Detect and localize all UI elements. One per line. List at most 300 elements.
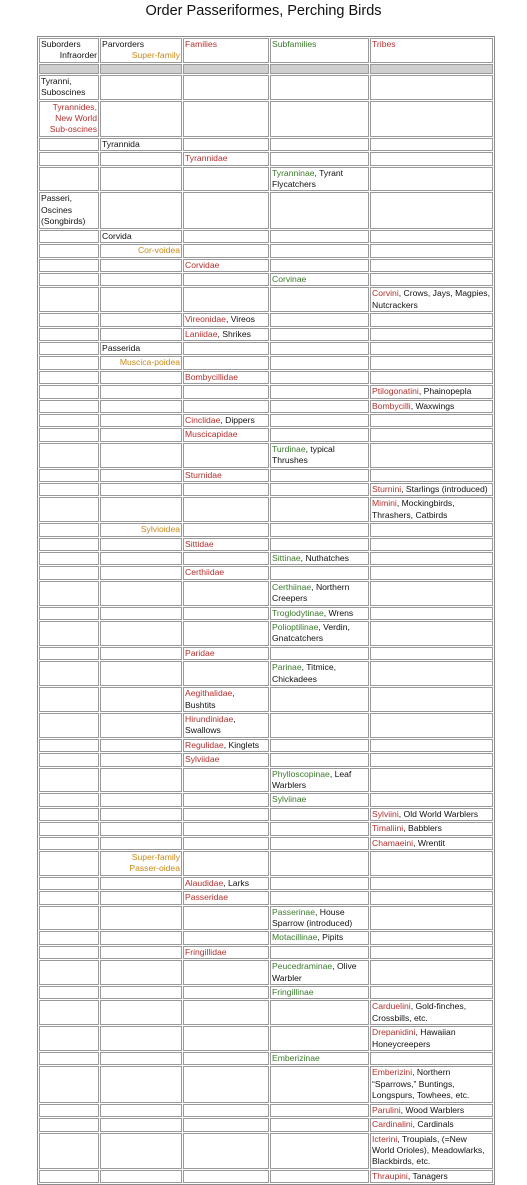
table-row xyxy=(39,342,493,355)
table-cell xyxy=(39,1026,99,1051)
table-cell: Corvida xyxy=(100,230,182,243)
table-cell xyxy=(370,931,493,944)
table-cell xyxy=(100,1000,182,1025)
common-name: , Wrens xyxy=(323,607,354,618)
table-cell xyxy=(270,931,369,944)
table-cell: Tyranni, Suboscines xyxy=(39,75,99,100)
taxon-name: Vireonidae xyxy=(185,314,226,325)
table-cell xyxy=(270,877,369,890)
taxon-name: Tyrannidae xyxy=(185,153,228,164)
taxon-name: Ptilogonatini xyxy=(372,386,419,397)
table-cell xyxy=(370,192,493,228)
table-row xyxy=(39,443,493,468)
table-cell xyxy=(39,287,99,312)
header-suborders-label: Suborders xyxy=(41,39,81,49)
table-cell xyxy=(370,739,493,752)
table-cell xyxy=(183,1118,269,1131)
table-cell xyxy=(370,538,493,551)
table-cell xyxy=(270,661,369,686)
table-cell xyxy=(183,138,269,151)
table-cell xyxy=(270,566,369,579)
table-cell xyxy=(100,931,182,944)
common-name: , Nuthatches xyxy=(300,553,349,564)
common-name: , House Sparrow (introduced) xyxy=(272,906,353,928)
table-row xyxy=(39,1118,493,1131)
page-title: Order Passeriformes, Perching Birds xyxy=(145,3,382,19)
table-row xyxy=(39,273,493,286)
table-row xyxy=(39,313,493,326)
table-cell xyxy=(270,385,369,398)
table-cell xyxy=(270,152,369,165)
table-cell: Tyrannida xyxy=(100,138,182,151)
table-cell xyxy=(183,428,269,441)
table-cell xyxy=(100,661,182,686)
table-cell xyxy=(39,273,99,286)
taxon-name: Alaudidae xyxy=(185,877,224,888)
table-cell xyxy=(39,891,99,904)
table-cell xyxy=(370,244,493,257)
table-cell xyxy=(183,1026,269,1051)
table-cell xyxy=(370,793,493,806)
table-cell xyxy=(270,101,369,137)
table-cell xyxy=(270,822,369,835)
table-cell xyxy=(39,538,99,551)
table-cell xyxy=(183,739,269,752)
table-cell xyxy=(270,647,369,660)
table-row xyxy=(39,647,493,660)
table-cell xyxy=(100,75,182,100)
table-cell xyxy=(370,101,493,137)
table-cell xyxy=(100,566,182,579)
table-row xyxy=(39,356,493,369)
table-cell xyxy=(370,523,493,536)
table-cell xyxy=(100,713,182,738)
table-cell xyxy=(370,443,493,468)
table-cell xyxy=(100,946,182,959)
table-cell xyxy=(270,753,369,766)
taxon-name: Drepanidini xyxy=(372,1027,416,1038)
common-name: , Gold-finches, Crossbills, etc. xyxy=(372,1001,467,1023)
common-name: , Babblers xyxy=(403,823,442,834)
table-cell: Super-family Passer-oidea xyxy=(100,851,182,876)
taxon-name: Passerinae xyxy=(272,906,315,917)
table-cell xyxy=(183,713,269,738)
taxon-name: Peucedraminae xyxy=(272,961,333,972)
table-cell: Sylvioidea xyxy=(100,523,182,536)
table-cell xyxy=(100,287,182,312)
taxon-name: Cardinalini xyxy=(372,1119,413,1130)
table-cell xyxy=(270,273,369,286)
table-cell xyxy=(370,687,493,712)
table-cell xyxy=(183,661,269,686)
table-cell xyxy=(183,960,269,985)
table-cell xyxy=(270,64,369,74)
taxon-name: Sittinae xyxy=(272,553,301,564)
table-cell xyxy=(370,64,493,74)
table-cell xyxy=(100,167,182,192)
table-cell xyxy=(370,647,493,660)
table-cell xyxy=(370,713,493,738)
table-cell xyxy=(183,287,269,312)
table-row xyxy=(39,138,493,151)
table-cell xyxy=(270,371,369,384)
table-cell xyxy=(370,1000,493,1025)
taxon-name: Sylviidae xyxy=(185,754,220,765)
table-cell xyxy=(39,552,99,565)
table-row xyxy=(39,328,493,341)
table-cell xyxy=(370,287,493,312)
table-cell xyxy=(39,523,99,536)
table-cell xyxy=(370,469,493,482)
table-cell xyxy=(39,1133,99,1169)
table-cell xyxy=(270,414,369,427)
table-cell xyxy=(370,1170,493,1183)
table-cell xyxy=(100,837,182,850)
table-cell xyxy=(100,552,182,565)
table-cell xyxy=(370,75,493,100)
taxon-name: Troglodytinae xyxy=(272,607,324,618)
table-cell xyxy=(100,371,182,384)
table-cell xyxy=(100,906,182,931)
table-cell xyxy=(270,1133,369,1169)
table-row xyxy=(39,1170,493,1183)
common-name: , Starlings (introduced) xyxy=(401,484,488,494)
table-row xyxy=(39,1026,493,1051)
header-subfamilies: Subfamilies xyxy=(270,38,369,63)
table-row xyxy=(39,230,493,243)
table-cell xyxy=(100,64,182,74)
table-cell xyxy=(100,101,182,137)
table-cell xyxy=(39,960,99,985)
taxon-name: Fringillinae xyxy=(272,987,314,998)
table-row xyxy=(39,581,493,606)
table-row xyxy=(39,1000,493,1025)
table-cell xyxy=(39,1170,99,1183)
common-name: , Cardinals xyxy=(412,1119,454,1130)
table-cell xyxy=(183,244,269,257)
table-cell xyxy=(39,661,99,686)
table-cell xyxy=(100,538,182,551)
common-name: , Titmice, Chickadees xyxy=(272,662,337,684)
table-cell xyxy=(370,607,493,620)
table-cell xyxy=(270,1026,369,1051)
table-cell xyxy=(183,538,269,551)
taxon-name: Timaliini xyxy=(372,823,404,834)
table-row xyxy=(39,793,493,806)
taxon-name: Certhiidae xyxy=(185,567,225,578)
taxon-name: Muscicapidae xyxy=(185,429,238,440)
table-cell xyxy=(183,877,269,890)
table-cell xyxy=(183,400,269,413)
table-cell xyxy=(270,581,369,606)
table-cell xyxy=(100,1066,182,1102)
common-name: , Troupials, (=New World Orioles), Meadowlarks, Blackbirds, etc. xyxy=(372,1133,485,1167)
table-cell xyxy=(370,273,493,286)
table-cell: Passerida xyxy=(100,342,182,355)
table-cell xyxy=(270,356,369,369)
taxon-name: Aegithalidae xyxy=(185,688,233,699)
table-cell xyxy=(270,497,369,522)
table-cell xyxy=(370,313,493,326)
table-cell xyxy=(183,371,269,384)
taxon-name: Bombycillidae xyxy=(185,371,239,382)
taxon-name: Fringillidae xyxy=(185,946,227,957)
taxon-name: Polioptilinae xyxy=(272,622,319,633)
table-row xyxy=(39,837,493,850)
table-cell xyxy=(270,1118,369,1131)
table-cell xyxy=(100,739,182,752)
table-cell xyxy=(39,1118,99,1131)
table-cell xyxy=(100,469,182,482)
table-row xyxy=(39,400,493,413)
table-cell xyxy=(183,230,269,243)
table-cell xyxy=(183,167,269,192)
table-cell xyxy=(100,1104,182,1117)
table-row xyxy=(39,469,493,482)
table-cell xyxy=(39,566,99,579)
table-cell xyxy=(270,259,369,272)
table-cell xyxy=(370,552,493,565)
table-cell xyxy=(100,483,182,496)
table-row xyxy=(39,808,493,821)
table-cell xyxy=(183,906,269,931)
taxon-name: Emberizinae xyxy=(272,1053,320,1064)
table-cell xyxy=(370,414,493,427)
table-cell xyxy=(39,138,99,151)
table-cell xyxy=(39,356,99,369)
header-families: Families xyxy=(183,38,269,63)
table-cell xyxy=(270,1052,369,1065)
table-cell xyxy=(183,497,269,522)
table-cell xyxy=(100,753,182,766)
table-cell xyxy=(270,244,369,257)
table-cell xyxy=(183,342,269,355)
table-cell xyxy=(100,443,182,468)
table-cell xyxy=(370,385,493,398)
table-cell xyxy=(100,328,182,341)
table-cell xyxy=(100,414,182,427)
taxon-name: Sittidae xyxy=(185,538,214,549)
table-cell xyxy=(270,75,369,100)
table-row xyxy=(39,1066,493,1102)
table-cell xyxy=(100,1133,182,1169)
common-name: , Swallows xyxy=(185,713,236,736)
table-cell xyxy=(100,621,182,646)
table-cell xyxy=(39,768,99,793)
table-cell xyxy=(370,986,493,999)
taxon-name: Corvinae xyxy=(272,273,307,284)
table-row xyxy=(39,739,493,752)
table-cell xyxy=(39,167,99,192)
taxon-name: Sturnini xyxy=(372,484,402,494)
table-cell xyxy=(270,739,369,752)
table-cell xyxy=(270,946,369,959)
taxon-name: Sturnidae xyxy=(185,469,222,480)
table-cell xyxy=(270,313,369,326)
table-cell xyxy=(370,1066,493,1102)
table-cell xyxy=(370,167,493,192)
table-cell xyxy=(270,687,369,712)
table-cell xyxy=(183,753,269,766)
table-cell xyxy=(39,986,99,999)
table-cell xyxy=(100,192,182,228)
table-cell xyxy=(270,891,369,904)
table-cell xyxy=(183,1133,269,1169)
table-row xyxy=(39,385,493,398)
table-row xyxy=(39,75,493,100)
common-name: , Olive Warbler xyxy=(272,961,357,983)
common-name: , Old World Warblers xyxy=(398,808,479,819)
table-cell xyxy=(183,64,269,74)
table-cell xyxy=(100,428,182,441)
table-cell xyxy=(39,1066,99,1102)
table-cell xyxy=(183,986,269,999)
table-cell xyxy=(100,273,182,286)
header-suborders xyxy=(39,38,99,63)
table-cell xyxy=(270,851,369,876)
table-row xyxy=(39,1133,493,1169)
table-row xyxy=(39,1104,493,1117)
table-row xyxy=(39,552,493,565)
table-cell xyxy=(183,273,269,286)
table-cell xyxy=(183,443,269,468)
common-name: , Shrikes xyxy=(217,328,251,339)
table-cell xyxy=(39,152,99,165)
table-cell xyxy=(183,101,269,137)
table-cell xyxy=(100,581,182,606)
table-cell xyxy=(370,661,493,686)
table-cell xyxy=(100,891,182,904)
table-cell xyxy=(270,960,369,985)
taxon-name: Tyranninae xyxy=(272,167,315,178)
table-row xyxy=(39,960,493,985)
table-cell xyxy=(183,152,269,165)
table-cell xyxy=(183,647,269,660)
table-cell xyxy=(39,385,99,398)
table-cell xyxy=(270,621,369,646)
taxon-name: Cinclidae xyxy=(185,414,221,425)
taxon-name: Sylviini xyxy=(372,808,399,819)
table-row xyxy=(39,607,493,620)
header-parvorders xyxy=(100,38,182,63)
table-cell xyxy=(100,1052,182,1065)
taxon-name: Emberizini xyxy=(372,1067,413,1078)
table-cell xyxy=(270,837,369,850)
table-cell xyxy=(270,768,369,793)
header-infraorder-label: Infraorder xyxy=(59,50,97,61)
table-cell xyxy=(270,342,369,355)
table-cell xyxy=(270,400,369,413)
table-cell xyxy=(39,414,99,427)
table-row xyxy=(39,167,493,192)
table-cell xyxy=(39,739,99,752)
taxon-name: Parinae xyxy=(272,662,302,673)
common-name: , Tanagers xyxy=(407,1170,448,1181)
table-cell xyxy=(370,960,493,985)
table-row xyxy=(39,986,493,999)
table-cell xyxy=(183,837,269,850)
table-cell xyxy=(370,851,493,876)
table-cell xyxy=(370,906,493,931)
table-cell xyxy=(370,621,493,646)
separator-row xyxy=(39,64,493,74)
table-row xyxy=(39,192,493,228)
table-cell xyxy=(183,687,269,712)
table-row xyxy=(39,287,493,312)
table-row xyxy=(39,661,493,686)
table-row xyxy=(39,1052,493,1065)
table-cell xyxy=(100,152,182,165)
table-cell xyxy=(370,342,493,355)
table-row xyxy=(39,877,493,890)
header-tribes: Tribes xyxy=(370,38,493,63)
table-cell xyxy=(183,1104,269,1117)
table-cell xyxy=(39,581,99,606)
table-cell xyxy=(100,1026,182,1051)
table-cell xyxy=(183,607,269,620)
table-cell xyxy=(370,1052,493,1065)
table-row xyxy=(39,428,493,441)
table-cell xyxy=(370,877,493,890)
table-cell xyxy=(183,891,269,904)
table-row xyxy=(39,906,493,931)
table-cell xyxy=(370,581,493,606)
table-cell xyxy=(270,906,369,931)
table-cell xyxy=(100,793,182,806)
common-name: , Larks xyxy=(223,877,250,888)
taxon-name: Bombycilli xyxy=(372,400,411,411)
table-cell xyxy=(370,891,493,904)
taxon-name: Sylviinae xyxy=(272,794,307,805)
table-cell xyxy=(39,313,99,326)
table-row xyxy=(39,566,493,579)
table-cell xyxy=(39,877,99,890)
table-cell xyxy=(183,1170,269,1183)
taxon-name: Mimini xyxy=(372,498,397,509)
common-name: , Leaf Warblers xyxy=(272,768,352,790)
table-row xyxy=(39,101,493,137)
common-name: , typical Thrushes xyxy=(272,443,335,466)
table-cell xyxy=(183,328,269,341)
table-cell xyxy=(100,313,182,326)
table-cell xyxy=(370,328,493,341)
table-cell xyxy=(39,647,99,660)
table-cell xyxy=(183,356,269,369)
taxon-name: Corvini xyxy=(372,288,399,299)
table-cell xyxy=(183,621,269,646)
table-cell xyxy=(270,1104,369,1117)
table-cell xyxy=(100,497,182,522)
table-cell xyxy=(39,607,99,620)
table-cell xyxy=(39,371,99,384)
table-cell xyxy=(370,259,493,272)
table-cell xyxy=(39,64,99,74)
table-cell xyxy=(270,192,369,228)
table-cell xyxy=(183,822,269,835)
table-cell xyxy=(183,1052,269,1065)
common-name: , Wrentit xyxy=(413,837,445,848)
common-name: , Vireos xyxy=(225,314,255,325)
common-name: , Phainopepla xyxy=(418,386,472,397)
table-cell xyxy=(370,152,493,165)
table-cell xyxy=(100,877,182,890)
table-cell xyxy=(183,768,269,793)
table-cell xyxy=(39,469,99,482)
table-row xyxy=(39,621,493,646)
table-cell xyxy=(100,822,182,835)
table-cell xyxy=(183,851,269,876)
table-cell xyxy=(100,1170,182,1183)
